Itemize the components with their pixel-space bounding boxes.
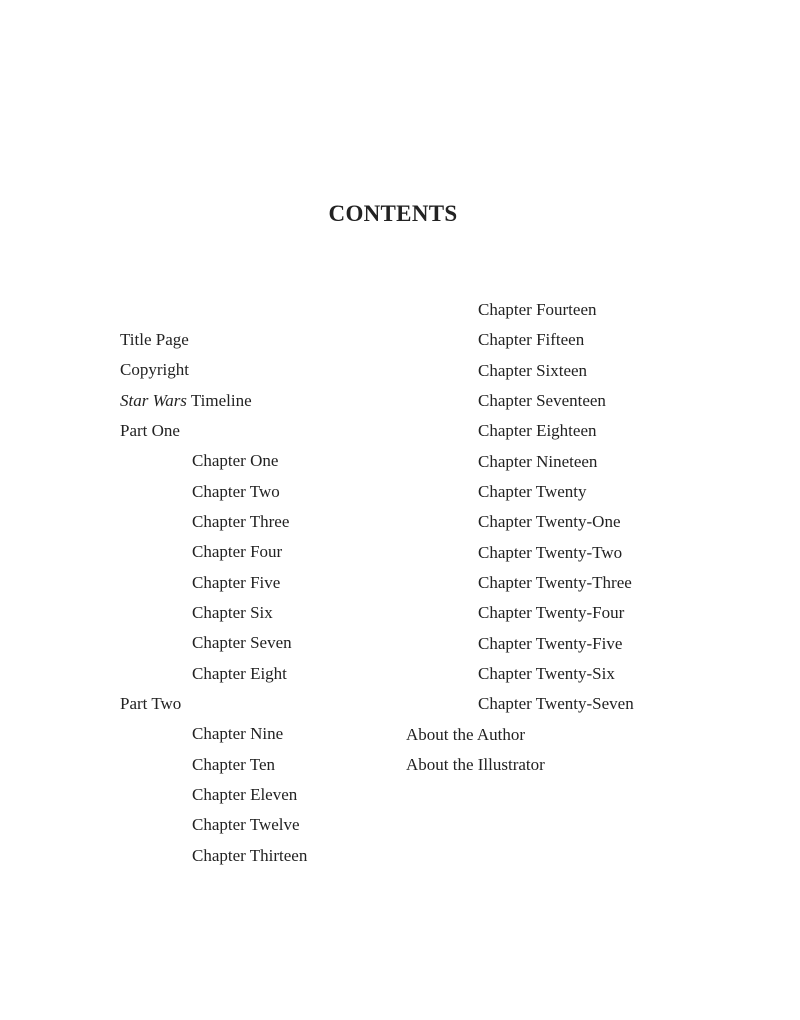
toc-link-label: Chapter Eight bbox=[192, 663, 287, 683]
toc-link-chapter-nineteen[interactable] bbox=[406, 447, 726, 477]
toc-link-label: About the Illustrator bbox=[406, 754, 545, 774]
toc-link-label: Chapter Twenty-Five bbox=[478, 633, 623, 653]
toc-right-column bbox=[406, 295, 726, 780]
toc-link-chapter-ten[interactable] bbox=[120, 750, 420, 780]
toc-link-chapter-two[interactable] bbox=[120, 477, 420, 507]
toc-link-label: Chapter Fifteen bbox=[478, 330, 585, 350]
toc-link-label: Chapter Eleven bbox=[192, 784, 298, 804]
toc-link-chapter-twenty-five[interactable] bbox=[406, 629, 726, 659]
toc-link-chapter-fourteen[interactable] bbox=[406, 295, 726, 325]
toc-link-chapter-twenty-seven[interactable] bbox=[406, 689, 726, 719]
toc-link-label: Title Page bbox=[120, 330, 189, 349]
toc-link-label: Copyright bbox=[120, 360, 189, 380]
toc-link-chapter-nine[interactable] bbox=[120, 719, 420, 749]
toc-link-label: About the Author bbox=[406, 724, 525, 744]
toc-link-label: Chapter Twenty-Seven bbox=[478, 694, 634, 714]
toc-link-label: Chapter Nine bbox=[192, 724, 284, 744]
toc-link-chapter-eleven[interactable] bbox=[120, 780, 420, 810]
toc-link-label: Chapter Twenty-Three bbox=[478, 572, 632, 592]
toc-link-title-page[interactable] bbox=[120, 325, 420, 355]
toc-link-label: Timeline bbox=[186, 390, 252, 410]
toc-link-part-two[interactable] bbox=[120, 689, 420, 719]
toc-link-label: Part Two bbox=[120, 693, 182, 713]
toc-link-chapter-twenty-three[interactable] bbox=[406, 568, 726, 598]
toc-link-chapter-seventeen[interactable] bbox=[406, 386, 726, 416]
toc-link-label: Chapter Four bbox=[192, 542, 283, 562]
toc-link-chapter-eighteen[interactable] bbox=[406, 416, 726, 446]
toc-link-chapter-twelve[interactable] bbox=[120, 810, 420, 840]
toc-link-chapter-twenty-one[interactable] bbox=[406, 507, 726, 537]
toc-link-label: Chapter Five bbox=[192, 572, 281, 592]
toc-link-chapter-twenty[interactable] bbox=[406, 477, 726, 507]
toc-link-label: Chapter Twelve bbox=[192, 815, 300, 835]
toc-link-chapter-eight[interactable] bbox=[120, 659, 420, 689]
toc-link-label: Chapter One bbox=[192, 451, 279, 471]
toc-link-about-the-author[interactable] bbox=[406, 720, 726, 750]
toc-link-label: Chapter Twenty-Two bbox=[478, 542, 623, 562]
toc-link-chapter-six[interactable] bbox=[120, 598, 420, 628]
page-title: CONTENTS bbox=[328, 201, 458, 227]
toc-link-chapter-one[interactable] bbox=[120, 446, 420, 476]
toc-link-label: Chapter Sixteen bbox=[478, 360, 588, 380]
toc-link-chapter-five[interactable] bbox=[120, 568, 420, 598]
toc-link-about-the-illustrator[interactable] bbox=[406, 750, 726, 780]
toc-link-chapter-sixteen[interactable] bbox=[406, 356, 726, 386]
toc-link-label: Chapter Seven bbox=[192, 633, 292, 653]
toc-link-label-italic: Star Wars bbox=[120, 390, 187, 410]
toc-link-label: Chapter Ten bbox=[192, 754, 275, 774]
toc-link-label: Chapter Six bbox=[192, 602, 273, 622]
toc-link-label: Chapter Twenty-Four bbox=[478, 603, 625, 623]
toc-link-label: Chapter Thirteen bbox=[192, 845, 308, 865]
toc-link-label: Chapter Fourteen bbox=[478, 300, 597, 319]
toc-link-label: Part One bbox=[120, 420, 180, 440]
toc-link-label: Chapter Two bbox=[192, 481, 280, 501]
toc-left-column bbox=[120, 325, 420, 871]
toc-link-label: Chapter Eighteen bbox=[478, 421, 597, 441]
toc-link-chapter-thirteen[interactable] bbox=[120, 841, 420, 871]
toc-link-label: Chapter Twenty-Six bbox=[478, 663, 615, 683]
toc-link-label: Chapter Seventeen bbox=[478, 390, 606, 410]
toc-link-star-wars-timeline[interactable] bbox=[120, 386, 420, 416]
toc-link-chapter-four[interactable] bbox=[120, 537, 420, 567]
toc-link-label: Chapter Nineteen bbox=[478, 451, 598, 471]
toc-link-label: Chapter Twenty-One bbox=[478, 512, 621, 532]
toc-link-label: Chapter Twenty bbox=[478, 481, 587, 501]
toc-link-copyright[interactable] bbox=[120, 355, 420, 385]
toc-link-label: Chapter Three bbox=[192, 511, 290, 531]
toc-link-chapter-fifteen[interactable] bbox=[406, 325, 726, 355]
toc-link-part-one[interactable] bbox=[120, 416, 420, 446]
toc-link-chapter-three[interactable] bbox=[120, 507, 420, 537]
toc-link-chapter-twenty-six[interactable] bbox=[406, 659, 726, 689]
toc-link-chapter-seven[interactable] bbox=[120, 628, 420, 658]
toc-link-chapter-twenty-four[interactable] bbox=[406, 598, 726, 628]
toc-link-chapter-twenty-two[interactable] bbox=[406, 538, 726, 568]
